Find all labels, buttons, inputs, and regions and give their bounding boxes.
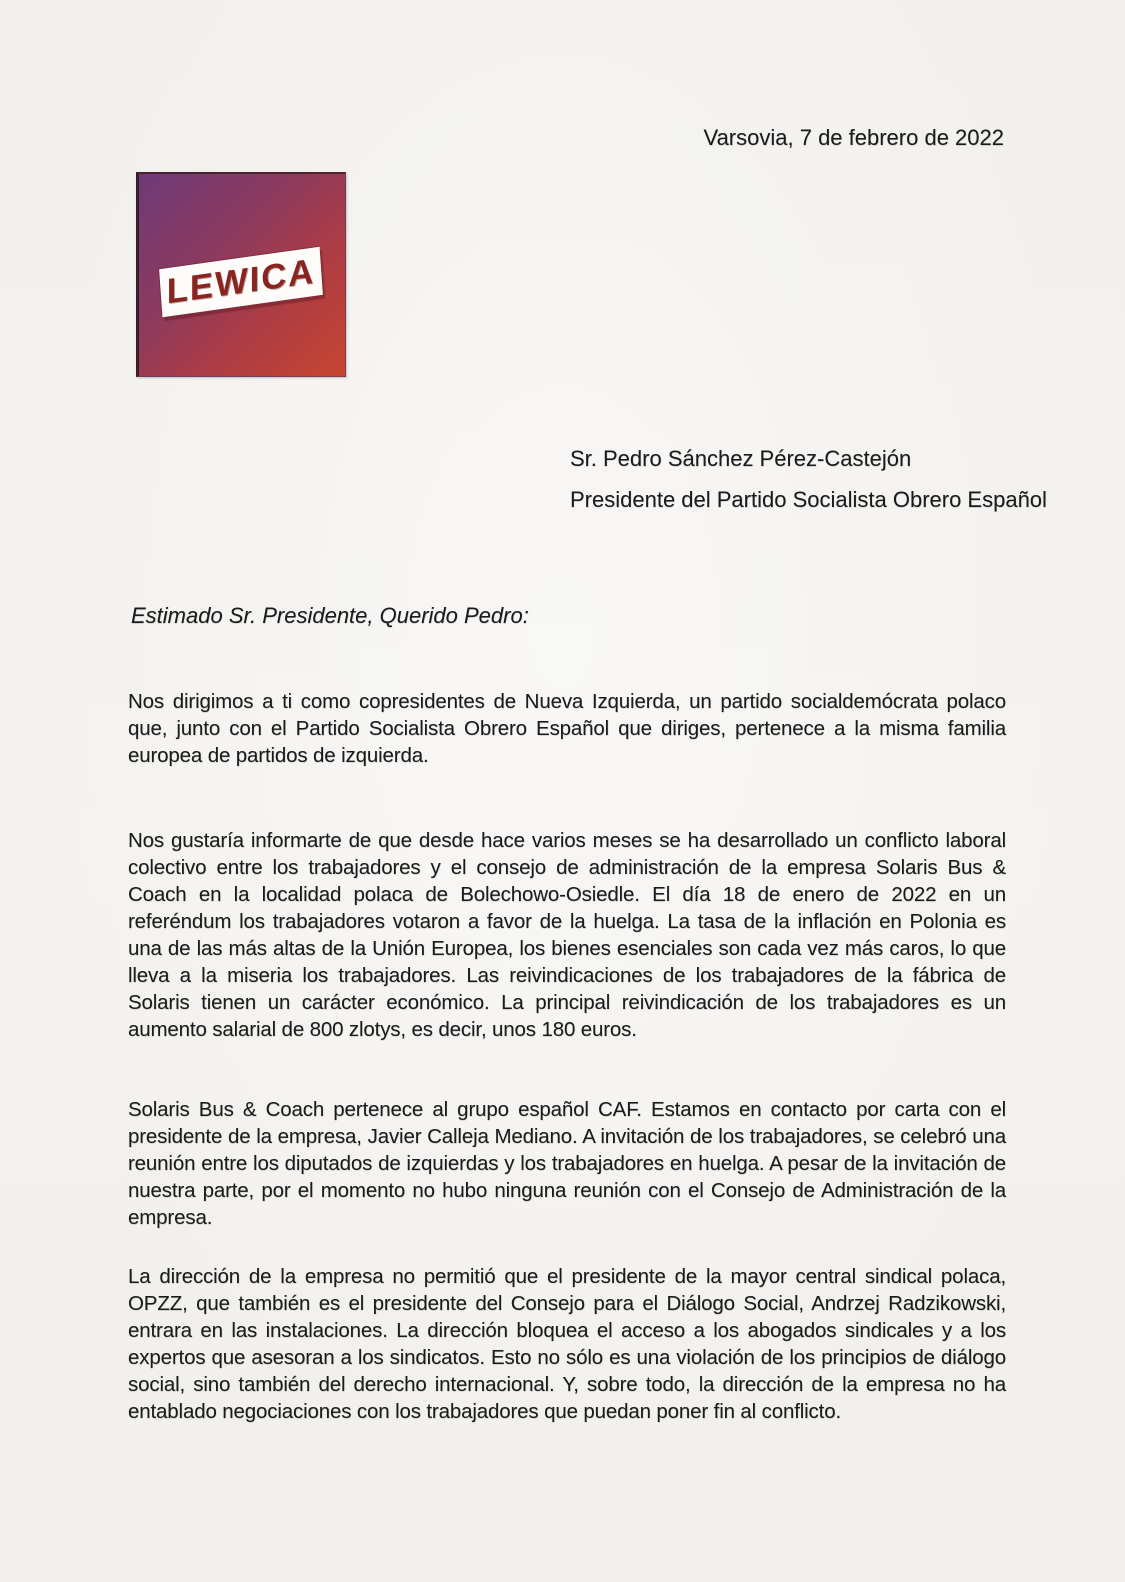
- body-paragraph-2: Nos gustaría informarte de que desde hace varios meses se ha desarrollado un conflicto laboral colectivo entre los trabajadores y el consejo de administración de la empresa Solaris Bus & Coach en la localidad polaca de Bolechowo-Osiedle. El día 18 de enero de 2022 en un referéndum los trabajadores votaron a favor de la huelga. La tasa de la inflación en Polonia es una de las más altas de la Unión Europea, los bienes esenciales son cada vez más caros, lo que lleva a la miseria los trabajadores. Las reivindicaciones de los trabajadores de la fábrica de Solaris tienen un carácter económico. La principal reivindicación de los trabajadores es un aumento salarial de 800 zlotys, es decir, unos 180 euros.: [128, 829, 1006, 1041]
- lewica-logo-text: LEWICA: [166, 251, 316, 312]
- salutation: Estimado Sr. Presidente, Querido Pedro:: [131, 603, 529, 628]
- date-line: Varsovia, 7 de febrero de 2022: [703, 125, 1004, 150]
- body-paragraph-1: Nos dirigimos a ti como copresidentes de Nueva Izquierda, un partido socialdemócrata polaco que, junto con el Partido Socialista Obrero Español que diriges, pertenece a la misma familia europea de partidos de izquierda.: [128, 690, 1006, 767]
- lewica-logo-banner: [159, 247, 323, 318]
- body-paragraph-3: Solaris Bus & Coach pertenece al grupo español CAF. Estamos en contacto por carta con el presidente de la empresa, Javier Calleja Mediano. A invitación de los trabajadores, se celebró una reunión entre los diputados de izquierdas y los trabajadores en huelga. A pesar de la invitación de nuestra parte, por el momento no hubo ninguna reunión con el Consejo de Administración de la empresa.: [128, 1098, 1006, 1229]
- recipient-block: [570, 438, 1047, 520]
- lewica-logo: [136, 172, 346, 377]
- body-paragraph-4: La dirección de la empresa no permitió que el presidente de la mayor central sindical polaca, OPZZ, que también es el presidente del Consejo para el Diálogo Social, Andrzej Radzikowski, entrara en las instalaciones. La dirección bloquea el acceso a los abogados sindicales y a los expertos que asesoran a los sindicatos. Esto no sólo es una violación de los principios de diálogo social, sino también del derecho internacional. Y, sobre todo, la dirección de la empresa no ha entablado negociaciones con los trabajadores que puedan poner fin al conflicto.: [128, 1265, 1006, 1423]
- recipient-name: Sr. Pedro Sánchez Pérez-Castejón: [570, 446, 912, 471]
- recipient-title: Presidente del Partido Socialista Obrero Español: [570, 487, 1047, 512]
